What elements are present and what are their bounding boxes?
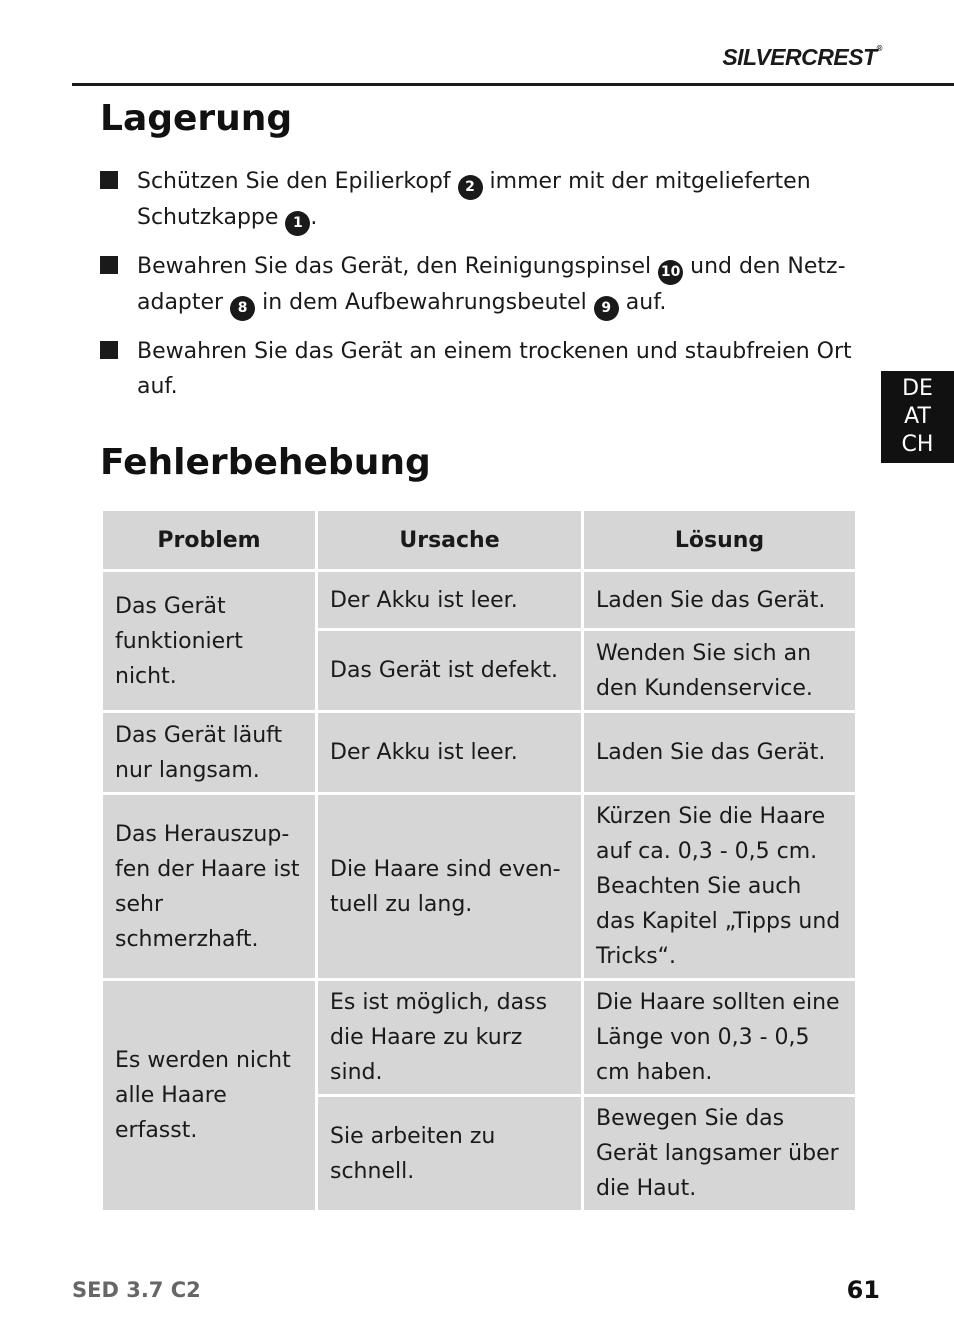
ref-number-badge: 9 bbox=[594, 296, 619, 321]
cause-cell: Es ist möglich, dass die Haare zu kurz sind. bbox=[317, 980, 583, 1096]
cause-cell: Das Gerät ist defekt. bbox=[317, 630, 583, 712]
solution-cell: Wenden Sie sich an den Kundenservice. bbox=[583, 630, 857, 712]
problem-cell: Das Herauszup-fen der Haare ist sehr schmerzhaft. bbox=[102, 794, 317, 980]
bullet-square-icon bbox=[100, 171, 118, 189]
list-item: Schützen Sie den Epilierkopf 2 immer mit der mitgelieferten Schutzkappe 1 . bbox=[100, 164, 860, 236]
bullet-square-icon bbox=[100, 341, 118, 359]
list-item: Bewahren Sie das Gerät, den Reinigungspinsel 10 und den Netz-adapter 8 in dem Aufbewahrungsbeutel 9 auf. bbox=[100, 249, 860, 321]
solution-cell: Bewegen Sie das Gerät langsamer über die Haut. bbox=[583, 1096, 857, 1212]
table-row bbox=[102, 712, 857, 794]
bullet-square-icon bbox=[100, 256, 118, 274]
solution-cell: Kürzen Sie die Haare auf ca. 0,3 - 0,5 cm. Beachten Sie auch das Kapitel „Tipps und Tricks“. bbox=[583, 794, 857, 980]
solution-cell: Laden Sie das Gerät. bbox=[583, 571, 857, 630]
problem-cell: Es werden nicht alle Haare erfasst. bbox=[102, 980, 317, 1212]
language-tab: DE AT CH bbox=[881, 371, 954, 463]
list-item: Bewahren Sie das Gerät an einem trockenen und staubfreien Ort auf. bbox=[100, 334, 860, 404]
table-row bbox=[102, 794, 857, 980]
ref-number-badge: 8 bbox=[230, 296, 255, 321]
storage-list bbox=[100, 164, 860, 417]
cause-cell: Der Akku ist leer. bbox=[317, 712, 583, 794]
section-title-storage: Lagerung bbox=[100, 98, 293, 139]
header-rule bbox=[72, 83, 954, 86]
ref-number-badge: 10 bbox=[658, 260, 683, 285]
column-header-problem: Problem bbox=[102, 510, 317, 571]
model-number: SED 3.7 C2 bbox=[72, 1278, 201, 1302]
solution-cell: Laden Sie das Gerät. bbox=[583, 712, 857, 794]
table-header-row bbox=[102, 510, 857, 571]
solution-cell: Die Haare sollten eine Länge von 0,3 - 0,5 cm haben. bbox=[583, 980, 857, 1096]
problem-cell: Das Gerät funktioniert nicht. bbox=[102, 571, 317, 712]
section-title-troubleshooting: Fehlerbehebung bbox=[100, 442, 431, 483]
troubleshooting-table bbox=[100, 508, 858, 1213]
brand-logo: SILVERCREST® bbox=[722, 44, 882, 70]
page-number: 61 bbox=[846, 1276, 880, 1304]
ref-number-badge: 2 bbox=[458, 175, 483, 200]
table-row bbox=[102, 571, 857, 630]
column-header-cause: Ursache bbox=[317, 510, 583, 571]
cause-cell: Die Haare sind even-tuell zu lang. bbox=[317, 794, 583, 980]
problem-cell: Das Gerät läuft nur langsam. bbox=[102, 712, 317, 794]
cause-cell: Der Akku ist leer. bbox=[317, 571, 583, 630]
table-row bbox=[102, 980, 857, 1096]
column-header-solution: Lösung bbox=[583, 510, 857, 571]
ref-number-badge: 1 bbox=[285, 211, 310, 236]
cause-cell: Sie arbeiten zu schnell. bbox=[317, 1096, 583, 1212]
